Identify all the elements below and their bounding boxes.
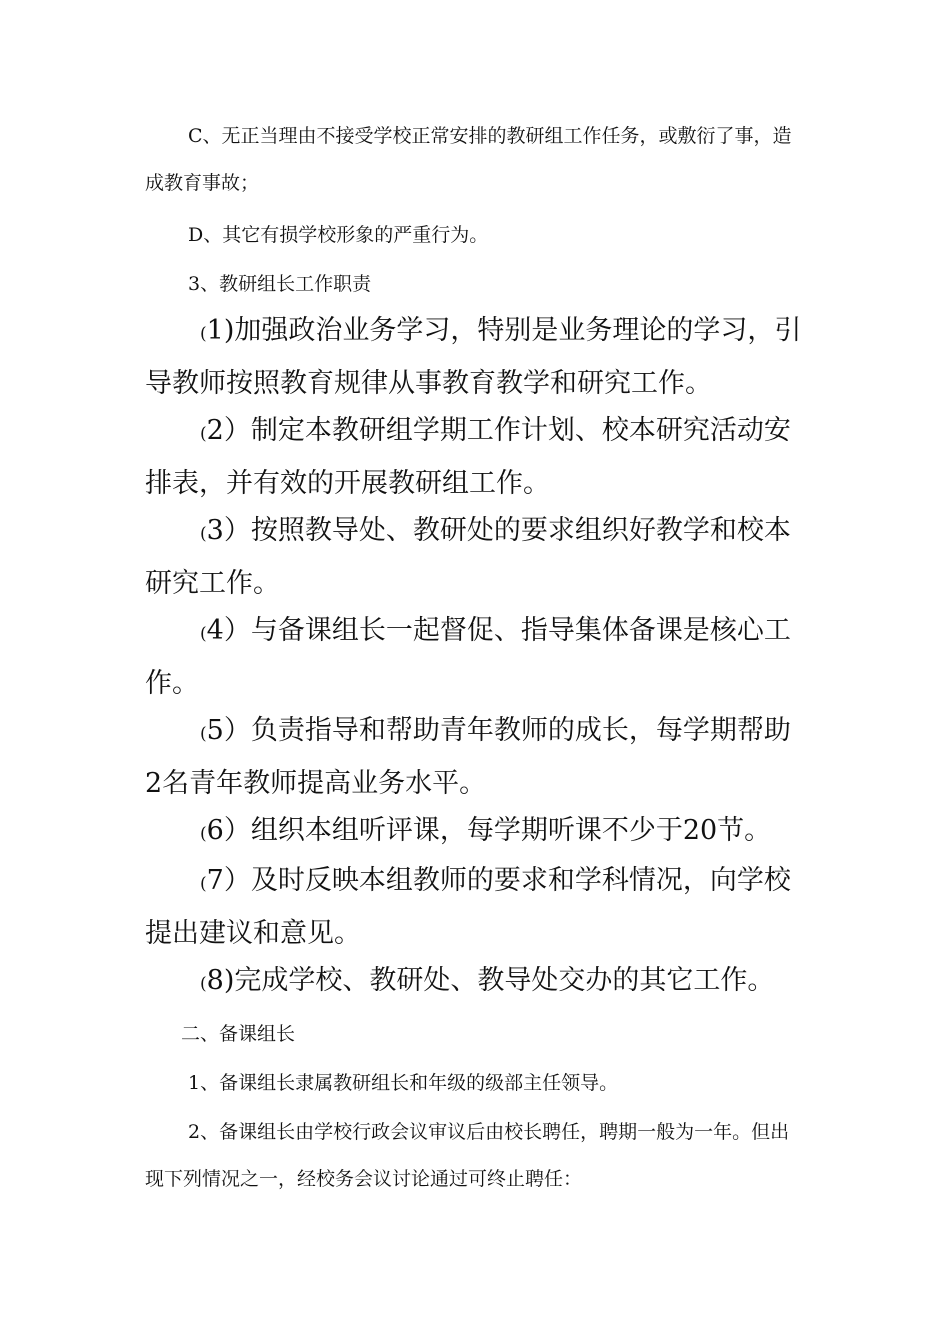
duty-item-6 bbox=[145, 806, 805, 859]
duty-text: 3）按照教导处、教研处的要求组织好教学和校本研究工作。 bbox=[145, 515, 791, 599]
duty-item-7 bbox=[145, 856, 805, 959]
paragraph-c-clause bbox=[145, 113, 805, 207]
duty-text: 7）及时反映本组教师的要求和学科情况，向学校提出建议和意见。 bbox=[145, 865, 791, 949]
duty-item-1 bbox=[145, 306, 805, 409]
heading-text: 二、备课组长 bbox=[181, 1023, 296, 1045]
item-open-paren: ( bbox=[200, 724, 207, 744]
paragraph-lesson-prep-1 bbox=[145, 1060, 805, 1107]
paragraph-text: 1、备课组长隶属教研组长和年级的级部主任领导。 bbox=[188, 1072, 619, 1094]
duty-text: 4）与备课组长一起督促、指导集体备课是核心工作。 bbox=[145, 615, 791, 699]
item-open-paren: ( bbox=[200, 824, 207, 844]
duty-text: 6）组织本组听评课，每学期听课不少于20节。 bbox=[206, 815, 772, 846]
item-open-paren: ( bbox=[200, 624, 207, 644]
item-open-paren: ( bbox=[200, 974, 207, 994]
item-open-paren: ( bbox=[200, 324, 207, 344]
paragraph-d-clause bbox=[145, 212, 805, 259]
duty-text: 1)加强政治业务学习，特别是业务理论的学习，引导教师按照教育规律从事教育教学和研究工作。 bbox=[145, 315, 802, 399]
duty-item-5 bbox=[145, 706, 805, 809]
section-heading-duties bbox=[145, 261, 805, 308]
duty-item-4 bbox=[145, 606, 805, 709]
paragraph-text: D、其它有损学校形象的严重行为。 bbox=[188, 224, 489, 246]
heading-text: 3、教研组长工作职责 bbox=[188, 273, 372, 295]
item-open-paren: ( bbox=[200, 424, 207, 444]
duty-item-2 bbox=[145, 406, 805, 509]
paragraph-text: C、无正当理由不接受学校正常安排的教研组工作任务，或敷衍了事，造成教育事故； bbox=[145, 125, 792, 194]
duty-item-8 bbox=[145, 956, 805, 1009]
section-heading-lesson-prep bbox=[145, 1011, 805, 1058]
paragraph-text: 2、备课组长由学校行政会议审议后由校长聘任，聘期一般为一年。但出现下列情况之一，经校务会议讨论通过可终止聘任： bbox=[145, 1121, 790, 1190]
duty-item-3 bbox=[145, 506, 805, 609]
item-open-paren: ( bbox=[200, 524, 207, 544]
duty-text: 8)完成学校、教研处、教导处交办的其它工作。 bbox=[206, 965, 775, 996]
duty-text: 5）负责指导和帮助青年教师的成长，每学期帮助2名青年教师提高业务水平。 bbox=[145, 715, 791, 799]
item-open-paren: ( bbox=[200, 874, 207, 894]
paragraph-lesson-prep-2 bbox=[145, 1109, 805, 1203]
duty-text: 2）制定本教研组学期工作计划、校本研究活动安排表，并有效的开展教研组工作。 bbox=[145, 415, 791, 499]
